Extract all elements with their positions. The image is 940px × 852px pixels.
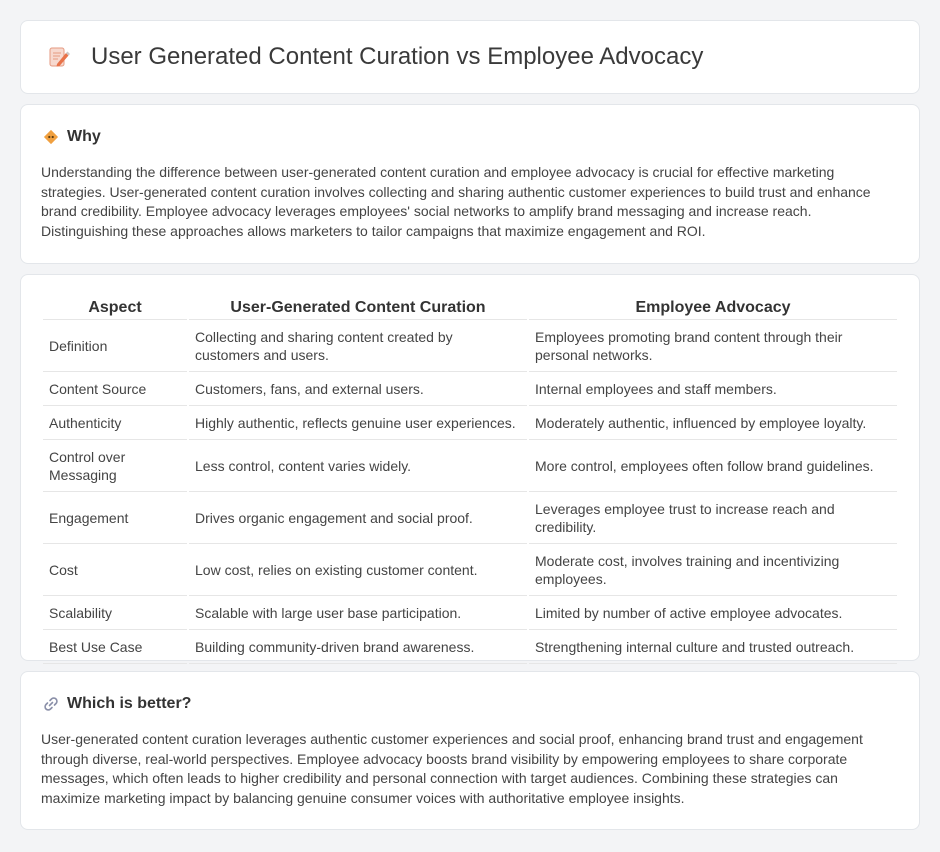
employee-cell: More control, employees often follow brand guidelines. [529, 441, 897, 492]
aspect-cell: Cost [43, 545, 187, 596]
table-row [43, 545, 897, 596]
table-row [43, 631, 897, 664]
column-header-employee-advocacy: Employee Advocacy [529, 296, 897, 320]
why-heading [41, 127, 899, 147]
ugc-cell: Highly authentic, reflects genuine user experiences. [189, 407, 527, 440]
employee-cell: Employees promoting brand content through their personal networks. [529, 321, 897, 372]
column-header-aspect: Aspect [43, 296, 187, 320]
ugc-cell: Low cost, relies on existing customer content. [189, 545, 527, 596]
header-card [20, 20, 920, 94]
table-row [43, 441, 897, 492]
page-title: User Generated Content Curation vs Employee Advocacy [91, 43, 704, 70]
employee-cell: Limited by number of active employee advocates. [529, 597, 897, 630]
better-title: Which is better? [67, 695, 192, 712]
which-is-better-section [20, 671, 920, 830]
aspect-cell: Best Use Case [43, 631, 187, 664]
ugc-cell: Building community-driven brand awareness. [189, 631, 527, 664]
employee-cell: Strengthening internal culture and trusted outreach. [529, 631, 897, 664]
aspect-cell: Content Source [43, 373, 187, 406]
why-text: Understanding the difference between user-generated content curation and employee advocacy is crucial for effective marketing strategies. User-generated content curation involves collecting and sharing authentic customer experiences to build trust and enhance brand credibility. Employee advocacy leverages employees' social networks to amplify brand messaging and increase reach. Distinguishing these approaches allows marketers to tailor campaigns that maximize engagement and ROI. [41, 164, 871, 239]
table-row [43, 373, 897, 406]
aspect-cell: Control over Messaging [43, 441, 187, 492]
link-icon [41, 694, 61, 714]
table-row [43, 321, 897, 372]
table-row [43, 597, 897, 630]
table-row [43, 407, 897, 440]
employee-cell: Moderately authentic, influenced by employee loyalty. [529, 407, 897, 440]
column-header-ugc: User-Generated Content Curation [189, 296, 527, 320]
ugc-cell: Drives organic engagement and social proof. [189, 493, 527, 544]
table-row [43, 493, 897, 544]
comparison-table [41, 295, 899, 665]
employee-cell: Internal employees and staff members. [529, 373, 897, 406]
ugc-cell: Customers, fans, and external users. [189, 373, 527, 406]
ugc-cell: Scalable with large user base participation. [189, 597, 527, 630]
aspect-cell: Scalability [43, 597, 187, 630]
employee-cell: Leverages employee trust to increase reach and credibility. [529, 493, 897, 544]
better-heading [41, 694, 899, 714]
document-pencil-icon [47, 45, 71, 69]
aspect-cell: Engagement [43, 493, 187, 544]
table-header-row [43, 296, 897, 320]
ugc-cell: Less control, content varies widely. [189, 441, 527, 492]
aspect-cell: Authenticity [43, 407, 187, 440]
comparison-table-card [20, 274, 920, 661]
aspect-cell: Definition [43, 321, 187, 372]
diamond-warning-icon [41, 127, 61, 147]
why-title: Why [67, 128, 101, 145]
ugc-cell: Collecting and sharing content created by customers and users. [189, 321, 527, 372]
better-text: User-generated content curation leverages authentic customer experiences and social proof, enhancing brand trust and engagement through diverse, real-world perspectives. Employee advocacy boosts brand visibility by empowering employees to share corporate messages, which often leads to higher credibility and personal connection with target audiences. Combining these strategies can maximize marketing impact by balancing genuine consumer voices with authoritative employee insights. [41, 731, 863, 806]
why-section [20, 104, 920, 264]
employee-cell: Moderate cost, involves training and incentivizing employees. [529, 545, 897, 596]
